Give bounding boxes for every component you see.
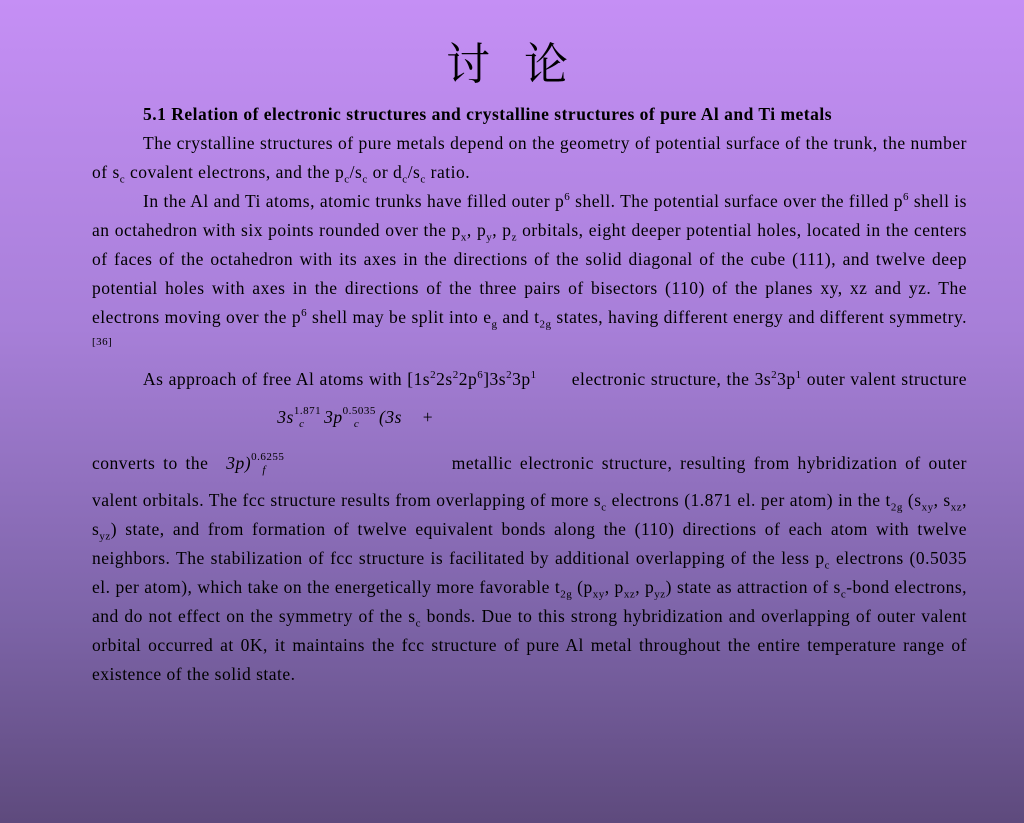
citation-ref: [36]: [92, 336, 113, 349]
document-body: [92, 100, 967, 689]
paragraph-2: In the Al and Ti atoms, atomic trunks have filled outer $p^6$ shell. The potential surface over the filled $p^6$ shell is an octahedron with six points rounded over the $p_x$, $p_y$, $p_z$ orbitals, eight deeper potential holes, located in the centers of faces of the octahedron with its axes in the directions of the solid diagonal of the cube (111), and twelve deep potential holes with axes in the directions of the three pairs of bisectors (110) of the planes xy, xz and yz. The electrons moving over the $p^6$ shell may be split into $e_g$ and $t_{2g}$ states, having different energy and different symmetry.[36]: [92, 191, 967, 349]
paragraph-3: As approach of free Al atoms with $[1s^22s^22p^6]3s^23p^1$ electronic structure, the $3s^23p^1$ outer valent structure converts to the $3s^{1.871}_c$ $3p^{0.5035}_c$ $(3s + 3p)^{0.6255}_f$ metallic electronic structure, resulting from hybridization of outer valent orbitals. The fcc structure results from overlapping of more $s_c$ electrons (1.871 el. per atom) in the $t_{2g}$ ($s_{xy}$, $s_{xz}$, $s_{yz}$) state, and from formation of twelve equivalent bonds along the (110) directions of each atom with twelve neighbors. The stabilization of fcc structure is facilitated by additional overlapping of the less $p_c$ electrons (0.5035 el. per atom), which take on the energetically more favorable $t_{2g}$ ($p_{xy}$, $p_{xz}$, $p_{yz}$) state as attraction of $s_c$-bond electrons, and do not effect on the symmetry of the $s_c$ bonds. Due to this strong hybridization and overlapping of outer valent orbital occurred at 0K, it maintains the fcc structure of pure Al metal throughout the entire temperature range of existence of the solid state.: [92, 369, 968, 684]
electronic-structure-formula: $3s^{1.871}_c$ $3p^{0.5035}_c$ $(3s + 3p)^{0.6255}_f$: [226, 405, 434, 476]
section-heading: 5.1 Relation of electronic structures and crystalline structures of pure Al and Ti metals: [143, 104, 833, 124]
slide-title: 讨 论: [446, 39, 578, 90]
paragraph-1: The crystalline structures of pure metals depend on the geometry of potential surface of the trunk, the number of $s_c$ covalent electrons, and the $p_c/s_c$ or $d_c/s_c$ ratio.: [92, 133, 967, 186]
